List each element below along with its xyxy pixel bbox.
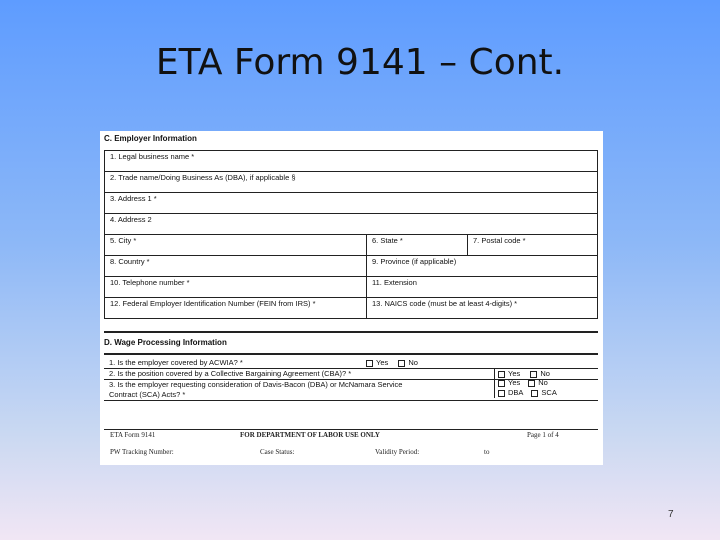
extension-field: 11. Extension (367, 277, 598, 298)
acwia-question: 1. Is the employer covered by ACWIA? * Yes No (104, 358, 598, 369)
fein-field: 12. Federal Employer Identification Number (FEIN from IRS) * (105, 298, 367, 319)
telephone-field: 10. Telephone number * (105, 277, 367, 298)
slide-title: ETA Form 9141 – Cont. (155, 42, 565, 83)
address-1-field: 3. Address 1 * (105, 193, 598, 214)
page-number: 7 (668, 509, 674, 520)
no-option: No (538, 378, 548, 387)
checkbox-icon[interactable] (366, 360, 373, 367)
section-divider (104, 353, 598, 355)
yes-option: Yes (508, 378, 521, 387)
checkbox-icon[interactable] (398, 360, 405, 367)
naics-field: 13. NAICS code (must be at least 4-digits) * (367, 298, 598, 319)
footer-to: to (484, 448, 490, 456)
sca-option: SCA (541, 388, 557, 397)
checkbox-icon[interactable] (498, 380, 505, 387)
footer-divider (104, 429, 598, 430)
section-c-heading: C. Employer Information (104, 134, 197, 143)
trade-name-field: 2. Trade name/Doing Business As (DBA), if applicable § (105, 172, 598, 193)
footer-page: Page 1 of 4 (527, 431, 559, 439)
footer-office-use: FOR DEPARTMENT OF LABOR USE ONLY (240, 431, 380, 439)
postal-code-field: 7. Postal code * (468, 235, 598, 256)
dba-option: DBA (508, 388, 524, 397)
footer-form-id: ETA Form 9141 (110, 431, 156, 439)
section-d-heading: D. Wage Processing Information (104, 338, 227, 347)
country-field: 8. Country * (105, 256, 367, 277)
checkbox-icon[interactable] (528, 380, 535, 387)
legal-business-name-field: 1. Legal business name * (105, 151, 598, 172)
employer-info-table (104, 150, 598, 319)
footer-case-status: Case Status: (260, 448, 295, 456)
form-image (100, 131, 603, 465)
city-field: 5. City * (105, 235, 367, 256)
checkbox-icon[interactable] (531, 390, 538, 397)
dba-sca-question: 3. Is the employer requesting consideration of Davis-Bacon (DBA) or McNamara Service Contract (SCA) Acts? * Yes No DBA SCA (104, 380, 598, 401)
province-field: 9. Province (if applicable) (367, 256, 598, 277)
checkbox-icon[interactable] (498, 371, 505, 378)
no-option: No (408, 358, 418, 367)
address-2-field: 4. Address 2 (105, 214, 598, 235)
footer-tracking: PW Tracking Number: (110, 448, 174, 456)
wage-processing-table (104, 358, 598, 401)
checkbox-icon[interactable] (498, 390, 505, 397)
footer-validity: Validity Period: (375, 448, 420, 456)
cba-question: 2. Is the position covered by a Collective Bargaining Agreement (CBA)? * Yes No (104, 369, 598, 380)
yes-option: Yes (508, 369, 521, 378)
checkbox-icon[interactable] (530, 371, 537, 378)
yes-option: Yes (376, 358, 389, 367)
no-option: No (540, 369, 550, 378)
state-field: 6. State * (367, 235, 468, 256)
section-divider (104, 331, 598, 333)
